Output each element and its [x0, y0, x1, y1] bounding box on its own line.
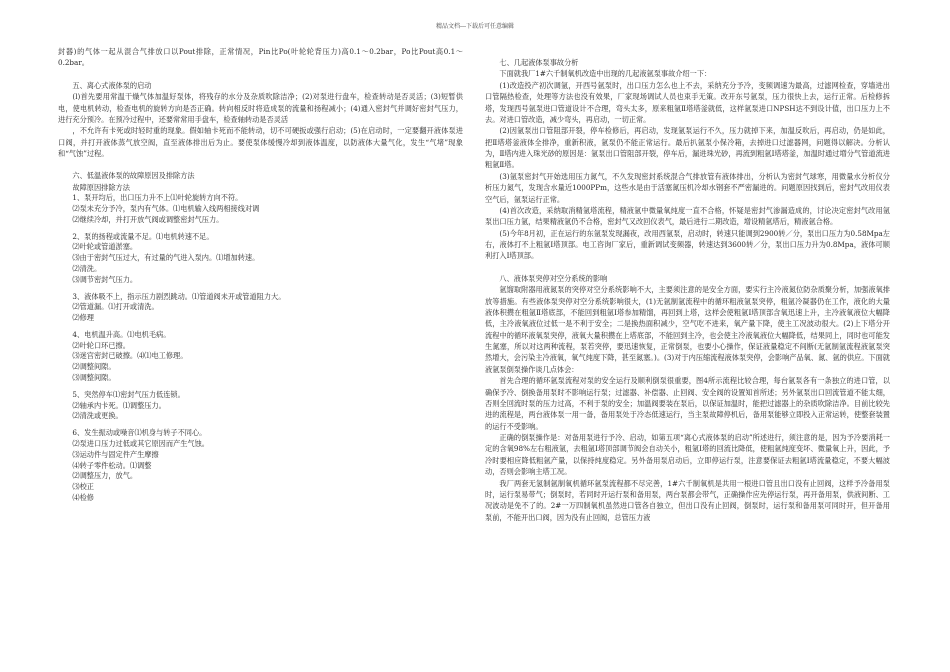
- fault-line: ⑵叶轮口环已擦。: [72, 340, 130, 350]
- section-8-title: 八、液体泵突停对空分系统的影响: [499, 273, 608, 283]
- fault-line: 3、液体吸不上，指示压力剧烈跳动。⑴管道阀未开或管道阻力大。: [72, 291, 286, 301]
- fault-line: 6、发生振动或噪音⑴机身与转子不同心。: [72, 428, 207, 438]
- fault-line: ⑵调整压力，放气。: [72, 471, 138, 481]
- section-7-paragraph-3: (3)氩泵密封气开始选用压力氮气，不久发现密封系统混合气排放管有液体排出，分析认为密封气球寒，用微量水分析仪分析压力氮气，发现含水量近1000PPm，这些水是由于活塞氮压机冷却水钢套不严密漏进的。问题原因找到后，密封气改用仪表空气后，氩泵运行正常。: [485, 171, 890, 204]
- page-header: 精品文档---下载后可任意编辑: [435, 23, 515, 30]
- fault-line: ⑵继续冷却，并打开放气阀或调整密封气压力。: [72, 214, 224, 224]
- section-7-paragraph-4: (4)首次改造，采纳取消精氩塔流程，精液氩中微量氧纯度一直不合格，怀疑是密封气渗漏造成的，讨论决定密封气改用氩泵出口压力氩，结果精液氩仍不合格，密封气又改回仪表气，最后进行二期改造，增设精氩塔后，精液氩合格。: [485, 205, 890, 227]
- fault-line: 2、泵的扬程或流量不足。⑴电机转速不足。: [72, 231, 214, 241]
- section-7-intro: 下面就我厂1#六千制氧机改造中出现的几起液氩泵事故介绍一下：: [499, 69, 712, 79]
- section-5-paragraph-2: ，不允许有卡死或时轻时重的现象。假如轴卡死而不能转动，切不可硬扳或强行启动；(5)在启动时，一定要翻开液体泵进口阀，并打开液体蒸气放空阀，直至液体排出后为止。要使泵体缓慢冷却到液体温度，以防液体大量气化，发生“气堵”现象和“气蚀”过程。: [58, 126, 463, 158]
- fault-line: ⑶由于密封气压过大，有过量的气进入泵内。⑴增加转速。: [72, 253, 260, 263]
- fault-line: ⑵叶轮或管道淤塞。: [72, 242, 138, 252]
- left-column: [58, 46, 463, 504]
- fault-line: ⑶调整间隙。: [72, 373, 116, 383]
- fault-line: 4、电机温升高。⑴电机毛病。: [72, 329, 171, 339]
- fault-line: ⑶调节密封气压力。: [72, 274, 138, 284]
- fault-group-5: [58, 390, 463, 422]
- section-7-paragraph-5: (5)今年8月初，正在运行的东氩泵发现漏夜，改用西氩泵，启动时，转速只能调到2900转／分，泵出口压力为0.58Mpa左右，液体打不上粗氩Ⅰ塔顶部。电工咨询厂家后，重新调试变频器，转速达到3600转／分，泵出口压力升为0.8Mpa，液体可顺利打入Ⅰ塔顶部。: [485, 228, 890, 261]
- fault-line: ⑶迷宫密封已破擦。⑷⑴电工修理。: [72, 351, 188, 361]
- fault-line: ⑵泵进口压力过低或其它原因而产生气蚀。: [72, 439, 209, 449]
- section-8-paragraph-2: 首先合理的循环氩泵流程对泵的安全运行及顺利倒泵很重要，图4所示流程比较合理，每台氩泵各有一条独立的进口管，以确保予冷、倒换备用泵时不影响运行泵；过滤器、补偿器、止回阀、安全阀的设置知首所述；另外氩泵出口回流管道不能太细，否则全回流时泵的压力过高，不利于泵的安全；加温阀要装在泵后，以保证加温时，能把过滤器上的杂质吹除洁净。目前比较先进的流程是，两台液体泵一用一备，备用泵处于冷态低速运行，当主泵故障停机后，备用泵能够立即投入正常运转，使整套装置的运行不受影响。: [485, 376, 890, 431]
- section-8-paragraph-1: 氩馏取附器用液氮泵的突停对空分系统影响不大，主要须注意的是安全方面，要实行主冷液氮位防杂质聚分析，加强液氧排放等措施。有些液体泵突停对空分系统影响很大，(1)无氩制氩流程中的循环粗液氩泵突停，粗氩冷凝器仍在工作，液化的大量液体积攒在粗氩Ⅱ塔底部，不能回到粗氩Ⅰ塔参加精馏，再回到上塔，这样会使粗氩Ⅰ塔顶部含氧迅速上升，主冷液氧液位大幅降低，主冷液氧液位过低一是不利于安全；二是换热面积减少，空气吃不进来，氧产量下降，使主工况波动很大。(2)上下塔分开流程中的循环液氧泵突停，液氧大量积攒在上塔底部，不能回到主冷，也会使主冷液氧液位大幅降低，结果同上，同时也可能发生氮塞，所以对这两种流程，泵若突停，要迅速恢复，正常倒泵，也要小心操作，保证液量稳定不间断(无氩制氩流程液氩泵突然增大，会污染主冷液氧，氧气纯度下降，甚至氮塞。)。(3)对于内压缩流程液体泵突停，会影响产品氧、氮、氩的供应。下面就液氩泵倒泵操作谈几点体会：: [485, 285, 890, 374]
- fault-group-6: [58, 428, 463, 504]
- section-6-title: 六、低温液体泵的故障原因及排除方法: [72, 171, 195, 181]
- section-5-title: 五、离心式液体泵的启动: [72, 80, 152, 90]
- fault-group-2: [58, 232, 463, 286]
- fault-line: ⑶校正: [72, 482, 94, 492]
- section-5-paragraph-1: (l)首先要用常温干燥气体加温好泵体，将残存的水分及杂质吹除洁净；(2)对泵进行盘车，检查转动是否灵活；(3)短暂供电，使电机转动，检查电机的旋转方向是否正确。转向相反时将造成泵的流量和扬程减小；(4)通入密封气并调好密封气压力，进行充分预冷。在预冷过程中，还要常常用手盘车，检查轴转动是否灵活: [58, 92, 463, 124]
- fault-group-1: [58, 193, 463, 225]
- fault-line: ⑵修理: [72, 313, 94, 323]
- right-column: [485, 46, 890, 523]
- section-8-paragraph-4: 我厂两套无氢制氩制氧机循环氩泵流程都不尽完善，1#六千制氧机是共用一根进口管且出口没有止回阀，这样予冷备用泵时，运行泵易带气；倒泵时，若同时开运行泵和备用泵，两台泵都会带气，正确操作应先停运行泵，再开备用泵，供液间断、工况波动是免不了的。2#一万四制氧机虽然进口管各自独立，但出口没有止回阀，倒泵时，运行泵和备用泵可同时开，但开备用泵前，不能开出口阀，因为没有止回阀，总管压力液: [485, 478, 890, 522]
- fault-group-3: [58, 292, 463, 324]
- section-7-paragraph-1: (1)改造投产初次调氩，开西号氩泵时，出口压力怎么也上不去，采纳充分予冷，变频调速为最高，过滤网检查，穿墙进出口管隔热检查，处理等方法也没有效果，厂家现场调试人员也束手无策。改开东号氩泵，压力很快上去，运行正常。后检修拆塔，发现西号氩泵进口管道设计不合理，弯头太多，原来粗氩Ⅱ塔塔釜就低，这样氩泵进口NPSH达不到设计值，出口压力上不去。对进口管改造，减少弯头，再启动，一切正常。: [485, 80, 890, 124]
- section-8-paragraph-3: 正确的倒泵操作是：对备用泵进行予冷、启动，如第五项“离心式液体泵的启动”所述进行，须注意的是，因为予冷要消耗一定的含氧98%左右粗液氩，去粗氩Ⅰ塔顶部调节阀会自动关小，粗氩Ⅰ塔的回流比降低，使粗氩纯度变坏、微量氧上升，因此，予冷时要相应降低粗氩产量，以保持纯度稳定。另外备用泵启动后，立即停运行泵，注意要保证去粗氩Ⅰ塔流量稳定，不要大幅波动，否则会影响主塔工况。: [485, 433, 890, 477]
- section-6-subtitle: 故障原因排除方法: [72, 182, 130, 192]
- fault-line: ⑵管道漏。⑴打开或清洗。: [72, 302, 159, 312]
- fault-group-4: [58, 330, 463, 384]
- fault-line: 1、泵开均后，出口压力升不上⑴叶轮旋转方向不符。: [72, 193, 243, 203]
- fault-line: ⑵调整间隙。: [72, 362, 116, 372]
- section-7-title: 七、几起液体泵事故分析: [499, 58, 579, 67]
- fault-line: ⑵轴承内卡死。⑴调整压力。: [72, 400, 166, 410]
- section-7-paragraph-2: (2)因氩泵出口管阻部开裂，停车检修后，再启动，发现氩泵运行不久，压力就掉下来，加温反吹后，再启动，仍是如此，把Ⅱ塔塔釜液体全排净，重新积液，氩泵仍不能正常运行。最后扒氩泵小保冷箱，去掉进口过滤器网，问题得以解决。分析认为，Ⅱ塔内进入珠光砂的原因是：氩泵出口管阻部开裂，停车后，漏进珠光砂，再流到粗氩Ⅰ塔塔釜，加温时通过増分气管道流进粗氩Ⅱ塔。: [485, 126, 890, 170]
- fault-line: ⑷转子零件松动。⑴调整: [72, 460, 152, 470]
- fault-line: ⑶运动件与固定件产生摩擦: [72, 449, 159, 459]
- intro-paragraph: 封器)的气体一起从混合气排放口以Pout排除，正常情况，Pin比Po(叶轮轮背压力)高0.1～0.2bar，Po比Pout高0.1～0.2bar。: [58, 47, 463, 68]
- fault-line: ⑵泵未充分予冷，泵内有气体。⑴电机输入线两相接线对调: [72, 203, 260, 213]
- fault-line: 5、突然停车⑴密封气压力低连锁。: [72, 389, 185, 399]
- fault-line: ⑵清洗。: [72, 263, 102, 273]
- fault-line: ⑷检修: [72, 493, 94, 503]
- fault-line: ⑵清洗或更换。: [72, 411, 123, 421]
